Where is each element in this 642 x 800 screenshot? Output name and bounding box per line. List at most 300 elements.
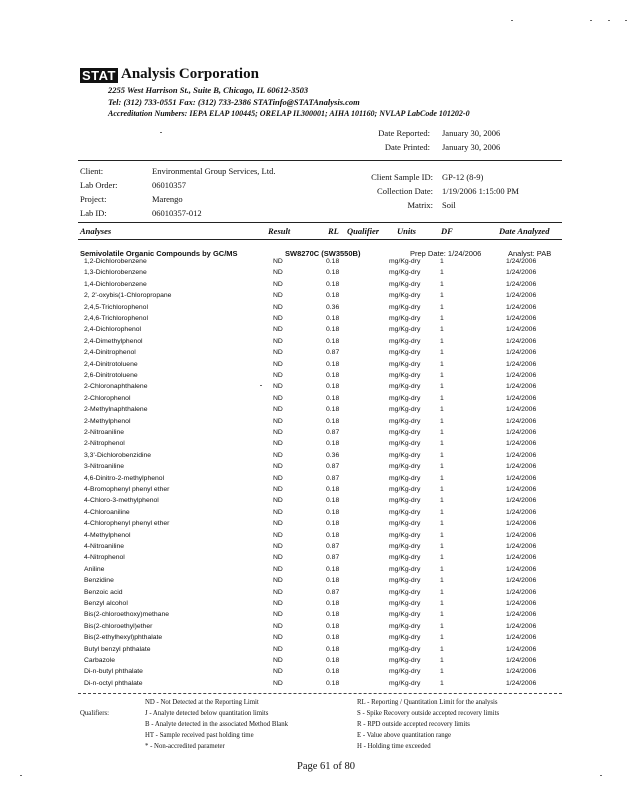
units-value: mg/Kg-dry [389, 349, 421, 357]
date-analyzed-value: 1/24/2006 [506, 657, 537, 664]
rl-value: 0.87 [326, 543, 340, 550]
analyte-name: 1,4-Dichlorobenzene [84, 280, 147, 288]
df-value: 1 [440, 269, 444, 277]
date-analyzed-value: 1/24/2006 [506, 372, 537, 379]
rl-value: 0.18 [326, 337, 340, 345]
analyte-name: 4-Methylphenol [84, 531, 131, 539]
table-row [0, 349, 642, 361]
result-value: ND [273, 315, 283, 322]
rl-value: 0.18 [326, 497, 340, 505]
result-value: ND [273, 383, 283, 391]
rl-value: 0.18 [326, 292, 340, 300]
rl-value: 0.18 [326, 326, 340, 334]
scan-speck [608, 20, 610, 21]
analyte-name: 1,3-Dichlorobenzene [84, 269, 147, 277]
date-analyzed-value: 1/24/2006 [506, 520, 537, 528]
table-row [0, 315, 642, 327]
analyte-name: Benzyl alcohol [84, 600, 128, 607]
date-analyzed-value: 1/24/2006 [506, 360, 537, 368]
date-reported-label: Date Reported: [378, 128, 430, 138]
date-analyzed-value: 1/24/2006 [506, 269, 537, 277]
analyte-name: 2,4-Dinitrotoluene [84, 360, 138, 368]
units-value: mg/Kg-dry [389, 497, 421, 505]
col-df: DF [441, 226, 453, 236]
rl-value: 0.18 [326, 600, 340, 607]
rl-value: 0.18 [326, 634, 340, 642]
table-row [0, 623, 642, 635]
date-analyzed-value: 1/24/2006 [506, 543, 537, 550]
df-value: 1 [440, 394, 444, 402]
analyte-name: 2, 2'-oxybis(1-Chloropropane [84, 292, 172, 300]
units-value: mg/Kg-dry [389, 577, 421, 585]
analyte-name: 4-Chlorophenyl phenyl ether [84, 520, 170, 528]
result-value: ND [273, 451, 283, 459]
client-value: Environmental Group Services, Ltd. [152, 166, 276, 176]
scan-speck [600, 775, 602, 776]
df-value: 1 [440, 315, 444, 322]
scan-speck [625, 20, 627, 21]
analyte-name: 4-Chloro-3-methylphenol [84, 497, 159, 505]
date-analyzed-value: 1/24/2006 [506, 337, 537, 345]
col-qualifier: Qualifier [347, 226, 380, 236]
date-analyzed-value: 1/24/2006 [506, 508, 537, 516]
df-value: 1 [440, 634, 444, 642]
date-analyzed-value: 1/24/2006 [506, 554, 537, 562]
table-row [0, 577, 642, 589]
table-row [0, 680, 642, 692]
table-row [0, 554, 642, 566]
result-value: ND [273, 280, 283, 288]
table-row [0, 668, 642, 680]
analyte-name: 2,4,5-Trichlorophenol [84, 303, 148, 311]
df-value: 1 [440, 326, 444, 334]
date-printed-label: Date Printed: [384, 142, 430, 152]
matrix-label: Matrix: [407, 200, 433, 210]
rl-value: 0.18 [326, 360, 340, 368]
analyte-name: Di-n-octyl phthalate [84, 679, 143, 687]
date-analyzed-value: 1/24/2006 [506, 394, 537, 402]
table-row [0, 383, 642, 395]
df-value: 1 [440, 543, 444, 550]
analyte-name: 4-Nitroaniline [84, 543, 125, 550]
lab-id-label: Lab ID: [80, 208, 107, 218]
client-label: Client: [80, 166, 104, 176]
table-row [0, 646, 642, 658]
col-result: Result [268, 226, 291, 236]
df-value: 1 [440, 611, 444, 619]
date-analyzed-value: 1/24/2006 [506, 600, 537, 607]
df-value: 1 [440, 531, 444, 539]
units-value: mg/Kg-dry [389, 406, 421, 414]
analyte-name: Aniline [84, 565, 105, 573]
table-row [0, 372, 642, 384]
company-address: 2255 West Harrison St., Suite B, Chicago, IL 60612-3503 [108, 85, 309, 95]
rl-value: 0.18 [326, 657, 340, 664]
date-analyzed-value: 1/24/2006 [506, 349, 537, 357]
result-value: ND [273, 565, 283, 573]
df-value: 1 [440, 668, 444, 676]
result-value: ND [273, 600, 283, 607]
date-analyzed-value: 1/24/2006 [506, 497, 537, 505]
date-analyzed-value: 1/24/2006 [506, 645, 537, 653]
analyte-name: Benzidine [84, 577, 114, 585]
lab-id-value: 06010357-012 [152, 208, 202, 218]
rl-value: 0.18 [326, 508, 340, 516]
legend-star: * - Non-accredited parameter [145, 743, 225, 750]
analyte-name: Bis(2-chloroethyl)ether [84, 622, 153, 630]
df-value: 1 [440, 406, 444, 414]
units-value: mg/Kg-dry [389, 645, 421, 653]
table-row [0, 589, 642, 601]
result-value: ND [273, 531, 283, 539]
result-value: ND [273, 394, 283, 402]
legend-r: R - RPD outside accepted recovery limits [357, 721, 470, 728]
units-value: mg/Kg-dry [389, 565, 421, 573]
df-value: 1 [440, 417, 444, 425]
rl-value: 0.18 [326, 440, 340, 448]
date-analyzed-value: 1/24/2006 [506, 622, 537, 630]
date-analyzed-value: 1/24/2006 [506, 315, 537, 322]
scan-speck [160, 132, 162, 133]
rl-value: 0.87 [326, 349, 340, 357]
units-value: mg/Kg-dry [389, 463, 421, 471]
legend-e: E - Value above quantitation range [357, 732, 452, 739]
units-value: mg/Kg-dry [389, 600, 421, 607]
result-value: ND [273, 520, 283, 528]
result-value: ND [273, 634, 283, 642]
date-analyzed-value: 1/24/2006 [506, 292, 537, 300]
rl-value: 0.87 [326, 554, 340, 562]
units-value: mg/Kg-dry [389, 531, 421, 539]
rl-value: 0.18 [326, 645, 340, 653]
units-value: mg/Kg-dry [389, 634, 421, 642]
analyte-name: Di-n-butyl phthalate [84, 668, 143, 676]
units-value: mg/Kg-dry [389, 315, 421, 322]
date-analyzed-value: 1/24/2006 [506, 440, 537, 448]
result-value: ND [273, 463, 283, 471]
date-analyzed-value: 1/24/2006 [506, 429, 537, 436]
df-value: 1 [440, 474, 444, 482]
rl-value: 0.18 [326, 577, 340, 585]
result-value: ND [273, 440, 283, 448]
table-row [0, 475, 642, 487]
legend-s: S - Spike Recovery outside accepted recovery limits [357, 710, 500, 717]
result-value: ND [273, 360, 283, 368]
result-value: ND [273, 508, 283, 516]
date-analyzed-value: 1/24/2006 [506, 565, 537, 573]
df-value: 1 [440, 657, 444, 664]
df-value: 1 [440, 622, 444, 630]
table-row [0, 361, 642, 373]
section-title: Semivolatile Organic Compounds by GC/MS [80, 249, 238, 258]
analyte-name: 4-Chloroaniline [84, 508, 130, 516]
result-value: ND [273, 486, 283, 493]
result-value: ND [273, 588, 283, 596]
project-value: Marengo [152, 194, 183, 204]
legend-j: J - Analyte detected below quantitation limits [145, 710, 269, 717]
result-value: ND [273, 326, 283, 334]
date-analyzed-value: 1/24/2006 [506, 577, 537, 585]
lab-order-value: 06010357 [152, 180, 186, 190]
df-value: 1 [440, 280, 444, 288]
result-value: ND [273, 258, 283, 265]
col-rl: RL [328, 226, 339, 236]
date-analyzed-value: 1/24/2006 [506, 679, 537, 687]
col-units: Units [397, 226, 416, 236]
result-value: ND [273, 417, 283, 425]
df-value: 1 [440, 303, 444, 311]
section-analyst: Analyst: PAB [508, 249, 552, 258]
df-value: 1 [440, 497, 444, 505]
units-value: mg/Kg-dry [389, 451, 421, 459]
company-name: Analysis Corporation [121, 66, 259, 82]
units-value: mg/Kg-dry [389, 417, 421, 425]
table-row [0, 395, 642, 407]
date-analyzed-value: 1/24/2006 [506, 258, 537, 265]
units-value: mg/Kg-dry [389, 611, 421, 619]
rl-value: 0.18 [326, 520, 340, 528]
table-row [0, 292, 642, 304]
analyte-name: 2-Methylnaphthalene [84, 406, 148, 414]
result-value: ND [273, 611, 283, 619]
sample-id-value: GP-12 (8-9) [442, 172, 484, 182]
analyte-name: 4-Nitrophenol [84, 554, 125, 562]
units-value: mg/Kg-dry [389, 383, 421, 391]
units-value: mg/Kg-dry [389, 554, 421, 562]
table-row [0, 509, 642, 521]
analyte-name: 4,6-Dinitro-2-methylphenol [84, 474, 165, 482]
company-contact: Tel: (312) 733-0551 Fax: (312) 733-2386 STATinfo@STATAnalysis.com [108, 97, 360, 107]
collection-date-value: 1/19/2006 1:15:00 PM [442, 186, 519, 196]
rl-value: 0.18 [326, 372, 340, 379]
analyte-name: 2-Nitrophenol [84, 440, 125, 448]
units-value: mg/Kg-dry [389, 303, 421, 311]
collection-date-label: Collection Date: [377, 186, 433, 196]
analyte-name: 2-Nitroaniline [84, 429, 125, 436]
date-printed-value: January 30, 2006 [442, 142, 501, 152]
analyte-name: 2,4,6-Trichlorophenol [84, 315, 148, 322]
analyte-name: 2-Chlorophenol [84, 394, 131, 402]
result-value: ND [273, 622, 283, 630]
rl-value: 0.18 [326, 486, 340, 493]
section-prep-date: Prep Date: 1/24/2006 [410, 249, 482, 258]
result-value: ND [273, 657, 283, 664]
rl-value: 0.87 [326, 463, 340, 471]
divider-legend [78, 693, 562, 694]
date-analyzed-value: 1/24/2006 [506, 280, 537, 288]
table-row [0, 338, 642, 350]
result-value: ND [273, 679, 283, 687]
df-value: 1 [440, 645, 444, 653]
date-analyzed-value: 1/24/2006 [506, 634, 537, 642]
analyte-name: 4-Bromophenyl phenyl ether [84, 486, 170, 493]
units-value: mg/Kg-dry [389, 508, 421, 516]
rl-value: 0.18 [326, 679, 340, 687]
scan-speck [511, 20, 513, 21]
analyte-name: 2,4-Dichlorophenol [84, 326, 142, 334]
table-row [0, 611, 642, 623]
result-value: ND [273, 349, 283, 357]
legend-h: H - Holding time exceeded [357, 743, 431, 750]
table-row [0, 440, 642, 452]
result-value: ND [273, 372, 283, 379]
project-label: Project: [80, 194, 107, 204]
result-value: ND [273, 429, 283, 436]
rl-value: 0.18 [326, 622, 340, 630]
df-value: 1 [440, 463, 444, 471]
rl-value: 0.87 [326, 588, 340, 596]
rl-value: 0.18 [326, 315, 340, 322]
matrix-value: Soil [442, 200, 456, 210]
page-number: Page 61 of 80 [297, 761, 356, 772]
analyte-name: 3,3'-Dichlorobenzidine [84, 451, 152, 459]
result-value: ND [273, 543, 283, 550]
divider-top [78, 160, 562, 161]
result-value: ND [273, 292, 283, 300]
df-value: 1 [440, 486, 444, 493]
units-value: mg/Kg-dry [389, 679, 421, 687]
analyte-name: 3-Nitroaniline [84, 463, 125, 471]
analyte-name: Bis(2-chloroethoxy)methane [84, 611, 170, 619]
rl-value: 0.36 [326, 303, 340, 311]
result-value: ND [273, 303, 283, 311]
sample-id-label: Client Sample ID: [371, 172, 433, 182]
date-analyzed-value: 1/24/2006 [506, 326, 537, 334]
table-row [0, 486, 642, 498]
df-value: 1 [440, 258, 444, 265]
df-value: 1 [440, 565, 444, 573]
rl-value: 0.18 [326, 269, 340, 277]
table-row [0, 304, 642, 316]
units-value: mg/Kg-dry [389, 520, 421, 528]
units-value: mg/Kg-dry [389, 292, 421, 300]
units-value: mg/Kg-dry [389, 337, 421, 345]
rl-value: 0.18 [326, 406, 340, 414]
date-analyzed-value: 1/24/2006 [506, 588, 537, 596]
result-value: ND [273, 474, 283, 482]
date-analyzed-value: 1/24/2006 [506, 451, 537, 459]
table-row [0, 497, 642, 509]
legend-nd: ND - Not Detected at the Reporting Limit [145, 699, 259, 706]
legend-ht: HT - Sample received past holding time [145, 732, 254, 739]
stat-logo: STAT [81, 68, 116, 83]
table-row [0, 406, 642, 418]
result-value: ND [273, 668, 283, 676]
units-value: mg/Kg-dry [389, 440, 421, 448]
table-row [0, 429, 642, 441]
qualifiers-label: Qualifiers: [80, 710, 110, 717]
analyte-name: 2,4-Dinitrophenol [84, 349, 136, 357]
table-row [0, 281, 642, 293]
units-value: mg/Kg-dry [389, 394, 421, 402]
date-analyzed-value: 1/24/2006 [506, 474, 537, 482]
table-row [0, 566, 642, 578]
units-value: mg/Kg-dry [389, 543, 421, 550]
table-row [0, 520, 642, 532]
df-value: 1 [440, 360, 444, 368]
units-value: mg/Kg-dry [389, 588, 421, 596]
date-analyzed-value: 1/24/2006 [506, 303, 537, 311]
units-value: mg/Kg-dry [389, 429, 421, 436]
rl-value: 0.18 [326, 611, 340, 619]
df-value: 1 [440, 554, 444, 562]
df-value: 1 [440, 440, 444, 448]
table-row [0, 418, 642, 430]
units-value: mg/Kg-dry [389, 326, 421, 334]
result-value: ND [273, 554, 283, 562]
table-row [0, 326, 642, 338]
df-value: 1 [440, 588, 444, 596]
col-date-analyzed: Date Analyzed [499, 226, 550, 236]
rl-value: 0.18 [326, 394, 340, 402]
result-value: ND [273, 645, 283, 653]
table-row [0, 269, 642, 281]
accreditation-numbers: Accreditation Numbers: IEPA ELAP 100445; ORELAP IL300001; AIHA 101160; NVLAP LabCode 101202-0 [108, 109, 470, 118]
rl-value: 0.18 [326, 668, 340, 676]
legend-b: B - Analyte detected in the associated Method Blank [145, 721, 289, 728]
analyte-name: 2-Chloronaphthalene [84, 383, 148, 391]
analyte-name: 2,6-Dinitrotoluene [84, 372, 138, 379]
df-value: 1 [440, 349, 444, 357]
analyte-name: Carbazole [84, 657, 115, 664]
scan-speck [20, 775, 22, 776]
rl-value: 0.87 [326, 429, 340, 436]
df-value: 1 [440, 577, 444, 585]
analyte-name: Bis(2-ethylhexyl)phthalate [84, 634, 163, 642]
units-value: mg/Kg-dry [389, 657, 421, 664]
rl-value: 0.18 [326, 531, 340, 539]
legend-rl: RL - Reporting / Quantitation Limit for the analysis [357, 699, 498, 706]
date-analyzed-value: 1/24/2006 [506, 383, 537, 391]
table-row [0, 657, 642, 669]
analyte-name: 2-Methylphenol [84, 417, 131, 425]
divider-columns [78, 239, 562, 240]
table-row [0, 452, 642, 464]
df-value: 1 [440, 337, 444, 345]
df-value: 1 [440, 600, 444, 607]
table-row [0, 532, 642, 544]
df-value: 1 [440, 679, 444, 687]
table-row [0, 543, 642, 555]
date-analyzed-value: 1/24/2006 [506, 463, 537, 471]
df-value: 1 [440, 383, 444, 391]
units-value: mg/Kg-dry [389, 486, 421, 493]
date-analyzed-value: 1/24/2006 [506, 531, 537, 539]
rl-value: 0.18 [326, 280, 340, 288]
rl-value: 0.87 [326, 474, 340, 482]
table-row [0, 463, 642, 475]
rl-value: 0.18 [326, 417, 340, 425]
units-value: mg/Kg-dry [389, 360, 421, 368]
date-analyzed-value: 1/24/2006 [506, 486, 537, 493]
rl-value: 0.18 [326, 565, 340, 573]
df-value: 1 [440, 372, 444, 379]
date-analyzed-value: 1/24/2006 [506, 611, 537, 619]
date-analyzed-value: 1/24/2006 [506, 668, 537, 676]
analyte-name: 2,4-Dimethylphenol [84, 337, 143, 345]
col-analyses: Analyses [80, 226, 112, 236]
units-value: mg/Kg-dry [389, 622, 421, 630]
df-value: 1 [440, 292, 444, 300]
result-value: ND [273, 577, 283, 585]
result-value: ND [273, 406, 283, 414]
scan-speck [590, 20, 592, 21]
analyte-name: 1,2-Dichlorobenzene [84, 258, 147, 265]
units-value: mg/Kg-dry [389, 372, 421, 379]
units-value: mg/Kg-dry [389, 258, 421, 265]
result-value: ND [273, 497, 283, 505]
analyte-name: Butyl benzyl phthalate [84, 645, 151, 653]
